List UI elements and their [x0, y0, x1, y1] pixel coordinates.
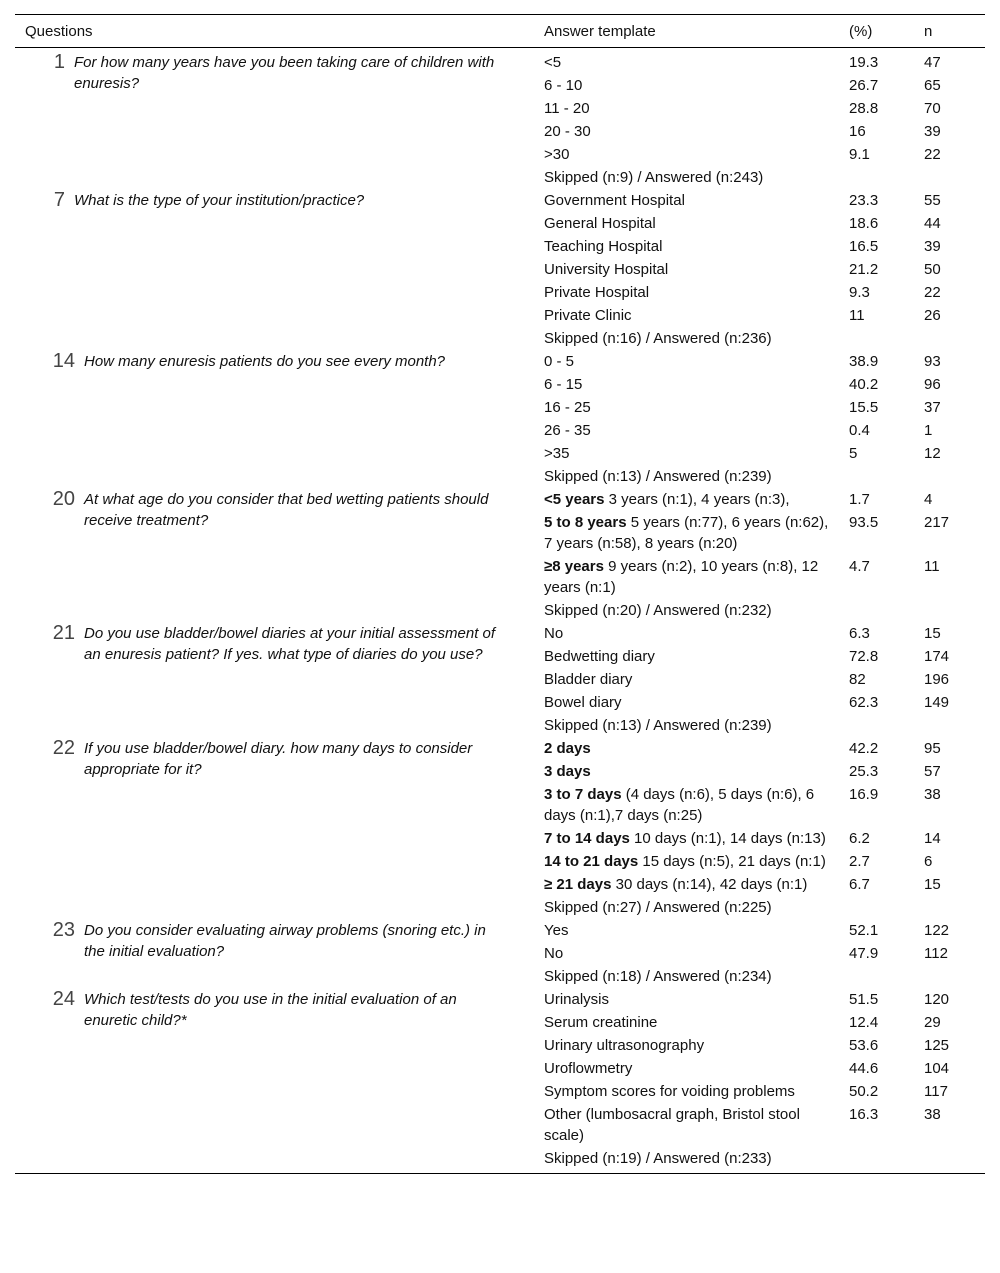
percent-cell: 52.1 [849, 922, 879, 939]
answer-bold-label: 14 to 21 days [544, 853, 639, 870]
table-row [15, 622, 985, 645]
question-text: Which test/tests do you use in the initial evaluation of an enuretic child?* [84, 991, 457, 1029]
answer-label: 26 - 35 [544, 422, 591, 439]
table-row [15, 189, 985, 212]
percent-cell: 18.6 [849, 215, 879, 232]
percent-cell: 23.3 [849, 192, 879, 209]
n-cell: 112 [924, 945, 948, 962]
question-cell [15, 488, 534, 622]
percent-cell: 25.3 [849, 763, 879, 780]
answer-cell [534, 1103, 839, 1147]
question-cell [15, 350, 534, 488]
answer-cell [534, 988, 839, 1011]
percent-cell: 6.2 [849, 830, 870, 847]
percent-cell: 16 [849, 123, 866, 140]
answer-cell [534, 258, 839, 281]
question-text: How many enuresis patients do you see every month? [84, 353, 446, 370]
percent-cell [839, 1147, 914, 1174]
answer-cell [534, 235, 839, 258]
answer-label: 15 days (n:5), 21 days (n:1) [638, 853, 826, 870]
answer-cell [534, 873, 839, 896]
n-cell: 95 [924, 740, 941, 757]
answer-label: General Hospital [544, 215, 656, 232]
question [15, 190, 534, 211]
percent-cell [839, 714, 914, 737]
answer-label: 16 - 25 [544, 399, 591, 416]
n-cell: 22 [924, 146, 941, 163]
answer-label: Government Hospital [544, 192, 685, 209]
n-cell: 149 [924, 694, 950, 711]
question-cell [15, 988, 534, 1174]
answer-cell [534, 120, 839, 143]
answer-cell [534, 1011, 839, 1034]
answer-cell [534, 827, 839, 850]
answer-label: University Hospital [544, 261, 669, 278]
percent-cell [839, 465, 914, 488]
answer-label: Teaching Hospital [544, 238, 663, 255]
n-cell: 174 [924, 648, 950, 665]
percent-cell: 47.9 [849, 945, 879, 962]
answer-cell [534, 896, 839, 919]
percent-cell: 2.7 [849, 853, 870, 870]
answer-bold-label: 3 to 7 days [544, 786, 622, 803]
n-cell: 70 [924, 100, 941, 117]
answer-label: Skipped (n:13) / Answered (n:239) [544, 468, 772, 485]
answer-cell [534, 555, 839, 599]
table-body [15, 48, 985, 1174]
percent-cell: 40.2 [849, 376, 879, 393]
percent-cell [839, 599, 914, 622]
n-cell [914, 1147, 985, 1174]
percent-cell: 16.9 [849, 786, 879, 803]
answer-label: Other (lumbosacral graph, Bristol stool scale) [544, 1106, 800, 1144]
n-cell: 11 [924, 558, 940, 575]
percent-cell: 16.3 [849, 1106, 879, 1123]
question-number: 21 [52, 622, 75, 644]
question-text: What is the type of your institution/practice? [74, 192, 365, 209]
answer-label: Urinary ultrasonography [544, 1037, 705, 1054]
n-cell: 50 [924, 261, 941, 278]
percent-cell: 0.4 [849, 422, 870, 439]
answer-label: >35 [544, 445, 570, 462]
percent-cell: 44.6 [849, 1060, 879, 1077]
question [15, 52, 534, 94]
percent-cell: 6.3 [849, 625, 870, 642]
n-cell: 96 [924, 376, 941, 393]
percent-cell: 16.5 [849, 238, 879, 255]
answer-cell [534, 442, 839, 465]
table-header [15, 15, 985, 48]
table-row [15, 488, 985, 511]
percent-cell: 28.8 [849, 100, 879, 117]
n-cell: 120 [924, 991, 950, 1008]
n-cell: 117 [924, 1083, 948, 1100]
percent-cell: 51.5 [849, 991, 879, 1008]
answer-label: No [544, 945, 564, 962]
answer-label: 6 - 10 [544, 77, 583, 94]
answer-cell [534, 212, 839, 235]
answer-cell [534, 691, 839, 714]
survey-table [15, 14, 985, 1174]
question-cell [15, 622, 534, 737]
percent-cell: 1.7 [849, 491, 870, 508]
answer-label: Urinalysis [544, 991, 610, 1008]
question-cell [15, 48, 534, 190]
percent-cell: 19.3 [849, 54, 879, 71]
n-cell: 12 [924, 445, 941, 462]
answer-label: Skipped (n:19) / Answered (n:233) [544, 1150, 772, 1167]
header-answer-template: Answer template [534, 15, 839, 48]
n-cell [914, 714, 985, 737]
answer-label: <5 [544, 54, 562, 71]
table-row [15, 48, 985, 75]
answer-label: >30 [544, 146, 570, 163]
n-cell: 57 [924, 763, 941, 780]
question-number: 20 [52, 488, 75, 510]
header-percent: (%) [839, 15, 914, 48]
percent-cell [839, 896, 914, 919]
n-cell: 15 [924, 625, 941, 642]
answer-cell [534, 511, 839, 555]
question [15, 920, 534, 962]
n-cell: 39 [924, 123, 941, 140]
question-text: Do you use bladder/bowel diaries at your initial assessment of an enuresis patient? If yes. what type of diaries do you use? [84, 625, 496, 663]
answer-cell [534, 737, 839, 760]
answer-cell [534, 622, 839, 645]
answer-cell [534, 783, 839, 827]
answer-bold-label: ≥8 years [544, 558, 604, 575]
percent-cell: 93.5 [849, 514, 879, 531]
n-cell: 6 [924, 853, 933, 870]
n-cell: 15 [924, 876, 941, 893]
n-cell: 65 [924, 77, 941, 94]
answer-bold-label: 7 to 14 days [544, 830, 630, 847]
answer-cell [534, 143, 839, 166]
n-cell: 4 [924, 491, 933, 508]
n-cell: 38 [924, 786, 941, 803]
header-questions: Questions [15, 15, 534, 48]
answer-label: Skipped (n:27) / Answered (n:225) [544, 899, 772, 916]
answer-label: 20 - 30 [544, 123, 591, 140]
question [15, 351, 534, 372]
answer-label: No [544, 625, 564, 642]
answer-label: 3 years (n:1), 4 years (n:3), [604, 491, 790, 508]
question-number: 23 [52, 919, 75, 941]
n-cell: 39 [924, 238, 941, 255]
n-cell: 47 [924, 54, 941, 71]
answer-cell [534, 281, 839, 304]
answer-cell [534, 714, 839, 737]
n-cell [914, 465, 985, 488]
percent-cell: 21.2 [849, 261, 879, 278]
header-n: n [914, 15, 985, 48]
answer-label: Private Clinic [544, 307, 632, 324]
n-cell: 55 [924, 192, 941, 209]
answer-cell [534, 166, 839, 189]
answer-cell [534, 74, 839, 97]
question-number: 14 [52, 350, 75, 372]
answer-bold-label: ≥ 21 days [544, 876, 612, 893]
answer-label: Uroflowmetry [544, 1060, 633, 1077]
percent-cell: 4.7 [849, 558, 870, 575]
answer-cell [534, 760, 839, 783]
answer-label: Bowel diary [544, 694, 622, 711]
answer-cell [534, 919, 839, 942]
answer-label: 11 - 20 [544, 100, 590, 117]
answer-cell [534, 465, 839, 488]
percent-cell: 53.6 [849, 1037, 879, 1054]
question-text: For how many years have you been taking care of children with enuresis? [74, 54, 495, 92]
answer-bold-label: 5 to 8 years [544, 514, 627, 531]
n-cell [914, 896, 985, 919]
n-cell: 29 [924, 1014, 941, 1031]
answer-label: Skipped (n:13) / Answered (n:239) [544, 717, 772, 734]
n-cell: 22 [924, 284, 941, 301]
percent-cell: 82 [849, 671, 866, 688]
question-number: 24 [52, 988, 75, 1010]
n-cell [914, 166, 985, 189]
percent-cell [839, 965, 914, 988]
answer-label: Yes [544, 922, 569, 939]
header-row [15, 15, 985, 48]
answer-cell [534, 645, 839, 668]
answer-cell [534, 1034, 839, 1057]
percent-cell: 26.7 [849, 77, 879, 94]
question-number: 1 [53, 51, 65, 73]
percent-cell: 38.9 [849, 353, 879, 370]
answer-label: 10 days (n:1), 14 days (n:13) [629, 830, 826, 847]
question-text: Do you consider evaluating airway problems (snoring etc.) in the initial evaluation? [84, 922, 486, 960]
question-cell [15, 919, 534, 988]
answer-cell [534, 189, 839, 212]
answer-cell [534, 668, 839, 691]
answer-label: (4 days (n:6), 5 days (n:6), 6 days (n:1),7 days (n:25) [544, 786, 815, 824]
n-cell: 1 [924, 422, 933, 439]
answer-cell [534, 327, 839, 350]
percent-cell: 15.5 [849, 399, 879, 416]
n-cell [914, 327, 985, 350]
n-cell: 26 [924, 307, 941, 324]
answer-cell [534, 1147, 839, 1174]
answer-bold-label: <5 years [544, 491, 605, 508]
question-cell [15, 737, 534, 919]
n-cell: 93 [924, 353, 941, 370]
percent-cell: 11 [849, 307, 865, 324]
answer-cell [534, 942, 839, 965]
answer-label: Skipped (n:9) / Answered (n:243) [544, 169, 764, 186]
answer-label: 5 years (n:77), 6 years (n:62), 7 years (n:58), 8 years (n:20) [544, 514, 829, 552]
question [15, 623, 534, 665]
answer-bold-label: 2 days [544, 740, 591, 757]
answer-cell [534, 304, 839, 327]
percent-cell: 42.2 [849, 740, 879, 757]
percent-cell: 5 [849, 445, 858, 462]
answer-label: Symptom scores for voiding problems [544, 1083, 795, 1100]
n-cell: 44 [924, 215, 941, 232]
answer-cell [534, 850, 839, 873]
answer-cell [534, 599, 839, 622]
n-cell: 122 [924, 922, 950, 939]
table-row [15, 350, 985, 373]
answer-label: Skipped (n:18) / Answered (n:234) [544, 968, 772, 985]
n-cell: 125 [924, 1037, 950, 1054]
answer-cell [534, 48, 839, 75]
n-cell: 14 [924, 830, 941, 847]
n-cell [914, 965, 985, 988]
n-cell: 37 [924, 399, 941, 416]
answer-label: 30 days (n:14), 42 days (n:1) [611, 876, 808, 893]
answer-label: 0 - 5 [544, 353, 575, 370]
question-number: 7 [53, 189, 65, 211]
answer-label: Skipped (n:16) / Answered (n:236) [544, 330, 772, 347]
percent-cell: 72.8 [849, 648, 879, 665]
percent-cell: 50.2 [849, 1083, 879, 1100]
percent-cell: 6.7 [849, 876, 870, 893]
answer-cell [534, 396, 839, 419]
percent-cell: 9.3 [849, 284, 870, 301]
percent-cell: 62.3 [849, 694, 879, 711]
answer-label: Private Hospital [544, 284, 650, 301]
answer-label: 6 - 15 [544, 376, 583, 393]
answer-cell [534, 97, 839, 120]
percent-cell [839, 327, 914, 350]
table-row [15, 988, 985, 1011]
question [15, 989, 534, 1031]
answer-label: 9 years (n:2), 10 years (n:8), 12 years (n:1) [544, 558, 819, 596]
question-text: At what age do you consider that bed wetting patients should receive treatment? [84, 491, 489, 529]
percent-cell: 9.1 [849, 146, 870, 163]
percent-cell: 12.4 [849, 1014, 879, 1031]
n-cell: 196 [924, 671, 950, 688]
n-cell: 217 [924, 514, 950, 531]
answer-bold-label: 3 days [544, 763, 591, 780]
answer-label: Bladder diary [544, 671, 633, 688]
answer-label: Skipped (n:20) / Answered (n:232) [544, 602, 772, 619]
question [15, 489, 534, 531]
answer-cell [534, 419, 839, 442]
answer-cell [534, 965, 839, 988]
answer-cell [534, 373, 839, 396]
table-row [15, 737, 985, 760]
answer-cell [534, 1080, 839, 1103]
percent-cell [839, 166, 914, 189]
n-cell [914, 599, 985, 622]
answer-cell [534, 1057, 839, 1080]
question [15, 738, 534, 780]
n-cell: 104 [924, 1060, 950, 1077]
answer-cell [534, 350, 839, 373]
table-row [15, 919, 985, 942]
answer-cell [534, 488, 839, 511]
answer-label: Bedwetting diary [544, 648, 655, 665]
answer-label: Serum creatinine [544, 1014, 658, 1031]
question-number: 22 [52, 737, 75, 759]
question-cell [15, 189, 534, 350]
question-text: If you use bladder/bowel diary. how many days to consider appropriate for it? [84, 740, 473, 778]
n-cell: 38 [924, 1106, 941, 1123]
